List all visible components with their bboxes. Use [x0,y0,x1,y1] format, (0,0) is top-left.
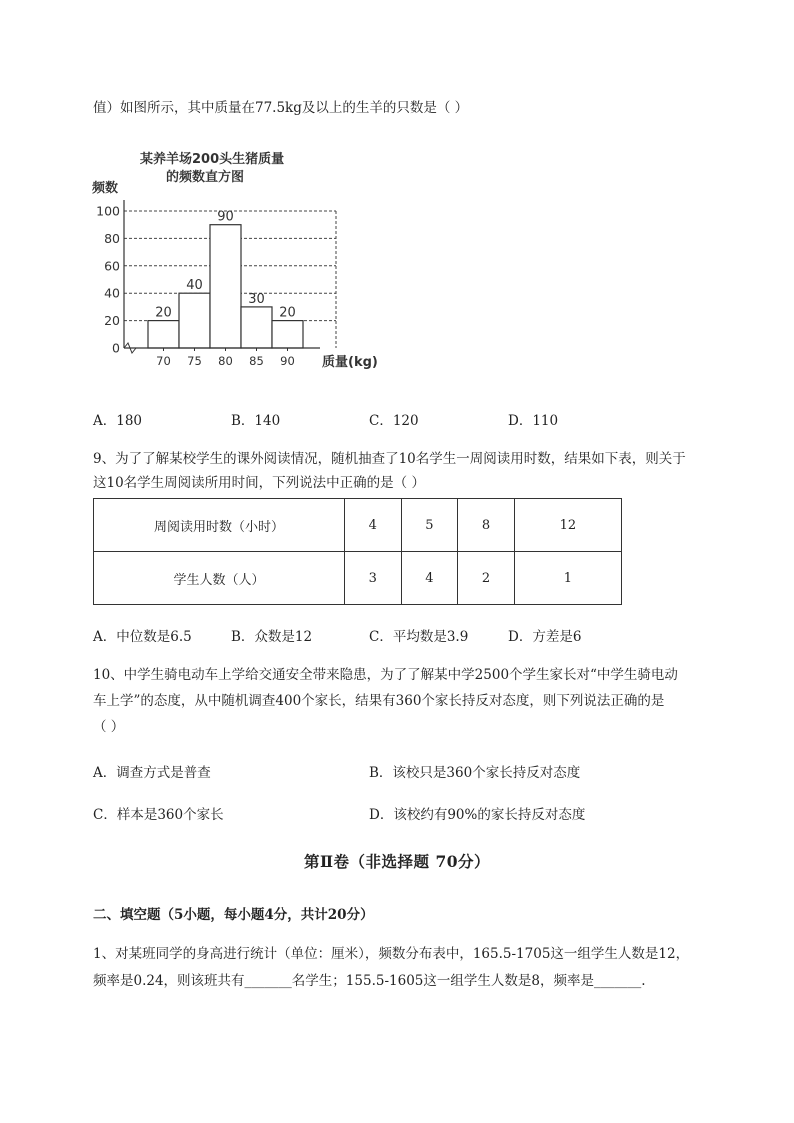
table-cell: 4 [401,552,458,605]
q8-option-a[interactable]: A．180 [93,413,143,429]
x-tick-label: 75 [187,354,202,368]
reading-time-table [93,498,622,605]
bar-value-label: 20 [155,305,172,321]
x-tick-label: 80 [218,354,233,368]
chart-y-label: 频数 [92,181,119,196]
histogram-chart [88,140,388,376]
table-cell: 5 [401,499,458,552]
histogram-bar [210,225,241,348]
q9-option-b[interactable]: B．众数是12 [231,629,313,645]
y-tick-label: 80 [104,230,120,246]
q9-option-c[interactable]: C．平均数是3.9 [369,629,469,645]
table-cell: 12 [514,499,621,552]
section-title: 第Ⅱ卷（非选择题 70分） [303,852,491,871]
fill-q1-line1: 1、对某班同学的身高进行统计（单位：厘米），频数分布表中，165.5-1705这一组学生人数是12， [93,946,690,962]
fill-q1-line2: 频率是0.24，则该班共有_______名学生；155.5-1605这一组学生人数是8，频率是_______. [93,973,646,989]
y-tick-label: 100 [96,203,120,219]
q8-option-c[interactable]: C．120 [369,413,419,429]
y-tick-label: 20 [104,313,120,329]
q10-stem-line1: 10、中学生骑电动车上学给交通安全带来隐患，为了了解某中学2500个学生家长对“中学生骑电动 [93,667,678,683]
table-cell-header: 周阅读用时数（小时） [94,499,345,552]
histogram-bar [179,293,210,348]
fill-in-section-title: 二、填空题（5小题，每小题4分，共计20分） [93,907,374,923]
x-tick-label: 85 [249,354,264,368]
bar-value-label: 30 [248,291,265,307]
table-row [94,499,622,552]
q9-option-a[interactable]: A．中位数是6.5 [93,629,192,645]
chart-title-line1: 某养羊场200头生猪质量 [140,152,285,167]
table-cell: 3 [345,552,402,605]
chart-x-label: 质量(kg) [322,355,378,370]
histogram-bar [241,307,272,348]
bar-value-label: 40 [186,278,203,294]
q10-stem-line2: 车上学”的态度，从中随机调查400个家长，结果有360个家长持反对态度，则下列说法正确的是 [93,693,665,709]
histogram-bar [148,321,179,348]
q9-stem-line1: 9、为了了解某校学生的课外阅读情况，随机抽查了10名学生一周阅读用时数，结果如下表，则关于 [93,451,686,467]
q8-option-d[interactable]: D．110 [508,413,559,429]
x-tick-label: 70 [156,354,171,368]
table-row [94,552,622,605]
x-tick-label: 90 [280,354,295,368]
table-cell: 1 [514,552,621,605]
q10-option-b[interactable]: B．该校只是360个家长持反对态度 [369,765,581,781]
q10-option-d[interactable]: D．该校约有90%的家长持反对态度 [369,807,586,823]
q10-option-c[interactable]: C．样本是360个家长 [93,807,224,823]
chart-title-line2: 的频数直方图 [166,170,245,185]
q8-option-b[interactable]: B．140 [231,413,281,429]
table-cell: 2 [458,552,515,605]
y-tick-label: 40 [104,285,120,301]
q8-text-tail: 值）如图所示，其中质量在77.5kg及以上的生羊的只数是（ ） [93,100,469,116]
table-cell: 4 [345,499,402,552]
table-cell: 8 [458,499,515,552]
y-tick-label: 0 [112,340,120,356]
histogram-bar [272,321,303,348]
bar-value-label: 20 [279,305,296,321]
q9-stem-line2: 这10名学生周阅读所用时间，下列说法中正确的是（ ） [93,475,425,491]
q10-stem-line3: （ ） [93,719,125,735]
table-cell-header: 学生人数（人） [94,552,345,605]
q9-option-d[interactable]: D．方差是6 [508,629,582,645]
y-tick-label: 60 [104,258,120,274]
bar-value-label: 90 [217,209,234,225]
q10-option-a[interactable]: A．调查方式是普查 [93,765,211,781]
